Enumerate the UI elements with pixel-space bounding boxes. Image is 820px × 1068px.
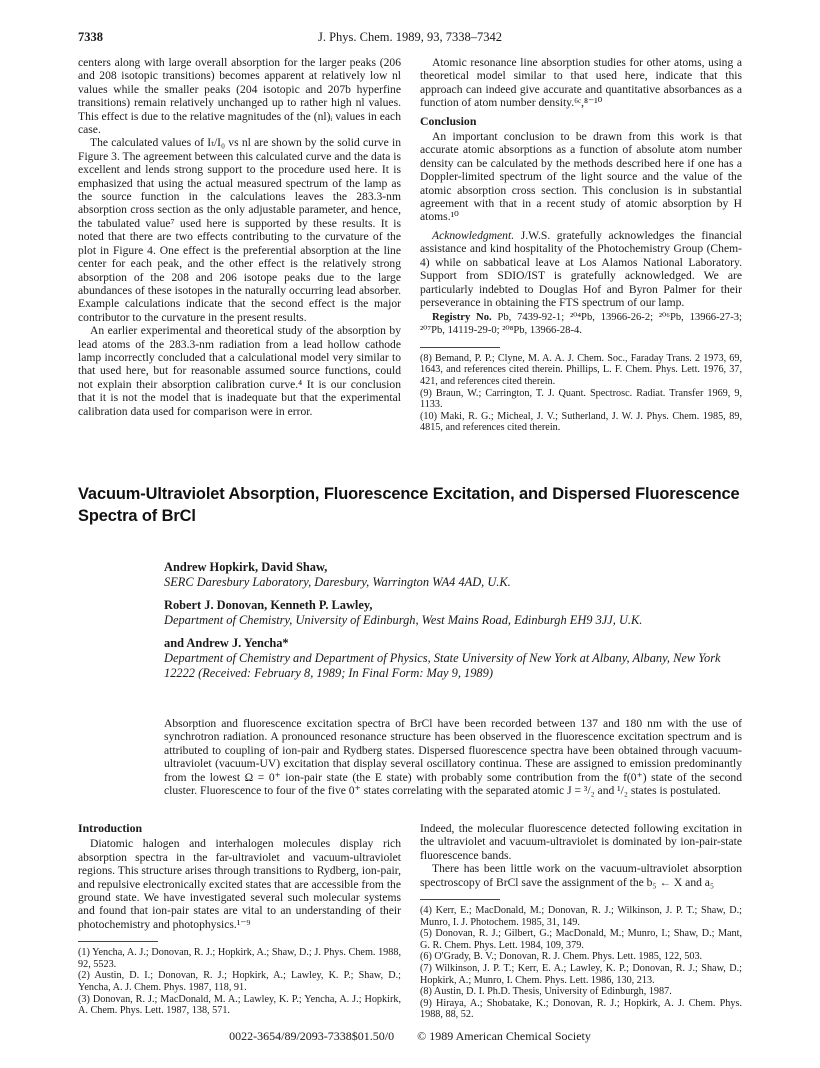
footnote-rule [420, 899, 500, 900]
footnote: (9) Hiraya, A.; Shobatake, K.; Donovan, R. J.; Hopkirk, A. J. Chem. Phys. 1988, 88, 52. [420, 997, 742, 1021]
abstract-text: Absorption and fluorescence excitation spectra of BrCl have been recorded between 137 and 180 nm with the use of synchrotron radiation. A pronounced resonance structure has been observed in the fluorescence excitation spectrum and is attributed to coupling of ion-pair and Rydberg states. Dispersed fluorescence spectra have been obtained through vacuum-ultraviolet (vacuum-UV) excitation that display several oscillatory continua. These are assigned to emission predominantly from the lowest Ω = 0⁺ ion-pair state (the E state) with probably some contribution from the f(0⁺) state of the second cluster. Fluorescence to four of the five 0⁺ states correlating with the separated atomic J = ³/₂ and ¹/₂ states is postulated. [164, 717, 742, 798]
body-paragraph: There has been little work on the vacuum-ultraviolet absorption spectroscopy of BrCl save the assignment of the b₅ ← X and a₅ [420, 862, 742, 889]
author-affiliation: Department of Chemistry, University of Edinburgh, West Mains Road, Edinburgh EH9 3JJ, U.K. [164, 613, 643, 627]
footnotes [420, 353, 742, 434]
page-number: 7338 [78, 30, 103, 44]
footnote: (6) O'Grady, B. V.; Donovan, R. J. Chem. Phys. Lett. 1985, 122, 503. [420, 951, 703, 963]
body-paragraph: Diatomic halogen and interhalogen molecules display rich absorption spectra in the far-ultraviolet and vacuum-ultraviolet regions. This structure arises through transitions to Rydberg, ion-pair, and repulsive electronically excited states that are accessible from the ground state. We have investigated several such molecular systems and found that ion-pair states are vital to an understanding of their photochemistry and photophysics.¹⁻⁹ [78, 837, 401, 931]
author-block [164, 559, 754, 688]
footnote: (5) Donovan, R. J.; Gilbert, G.; MacDonald, M.; Munro, I.; Shaw, D.; Mant, G. R. Chem. Phys. Lett. 1984, 109, 379. [420, 928, 742, 951]
introduction-heading: Introduction [78, 821, 143, 835]
footnote: (8) Bemand, P. P.; Clyne, M. A. A. J. Chem. Soc., Faraday Trans. 2 1973, 69, 1643, and references cited therein. Phillips, L. F. Chem. Phys. Lett. 1976, 37, 421, and references cited therein. [420, 352, 742, 387]
author-affiliation: SERC Daresbury Laboratory, Daresbury, Warrington WA4 4AD, U.K. [164, 575, 511, 589]
publication-code: 0022-3654/89/2093-7338$01.50/0 [229, 1029, 395, 1043]
footnote: (9) Braun, W.; Carrington, T. J. Quant. Spectrosc. Radiat. Transfer 1969, 9, 1133. [420, 387, 742, 411]
body-paragraph: An earlier experimental and theoretical study of the absorption by lead atoms of the 283.3-nm radiation from a lead hollow cathode lamp incorrectly concluded that a calculational model very similar to that used here, but for reasonable assumed source functions, could not explain their absorption calibration curve.⁴ It is our conclusion that it is not the model that is inadequate but that the experimental calibration data used for comparison were in error. [78, 324, 401, 418]
author-affiliation: Department of Chemistry and Department of Physics, State University of New York at Albany, Albany, New York 12222 (Received: February 8, 1989; In Final Form: May 9, 1989) [164, 651, 721, 680]
running-header [78, 30, 742, 46]
footnote: (1) Yencha, A. J.; Donovan, R. J.; Hopkirk, A.; Shaw, D.; J. Phys. Chem. 1988, 92, 5523. [78, 947, 401, 970]
footnote: (7) Wilkinson, J. P. T.; Kerr, E. A.; Lawley, K. P.; Donovan, R. J.; Shaw, D.; Hopkirk, A.; Munro, I. Chem. Phys. Lett. 1986, 130, 213. [420, 963, 742, 986]
footnotes [78, 947, 401, 1017]
conclusion-paragraph: An important conclusion to be drawn from this work is that accurate atomic absorptions as a function of absolute atom number density can be calculated by the methods described here if one has a Doppler-limited spectrum of the light source and the value of the atomic absorption cross section. This conclusion is in substantial agreement with that in a recent study of atomic absorption by H atoms.¹⁰ [420, 130, 742, 224]
footnote-rule [420, 347, 500, 348]
copyright-notice: © 1989 American Chemical Society [417, 1029, 591, 1043]
author-names: Robert J. Donovan, Kenneth P. Lawley, [164, 598, 373, 612]
body-paragraph: centers along with large overall absorption for the larger peaks (206 and 208 isotopic transitions) becomes apparent at relatively low nl values while the smaller peaks (204 isotopic and 207b hyperfine transitions) remain relatively unchanged up to rather high nl values. This effect is due to the relative magnitudes of the (nl)ᵢ values in each case. [78, 56, 401, 137]
article-left-column [78, 822, 401, 1017]
article-right-column [420, 822, 742, 1021]
prev-article-right-column [420, 56, 742, 434]
registry-text: Pb, 7439-92-1; ²⁰⁴Pb, 13966-26-2; ²⁰⁶Pb, 13966-27-3; ²⁰⁷Pb, 14119-29-0; ²⁰⁸Pb, 13966-28-4. [420, 312, 742, 336]
body-paragraph: The calculated values of Iₜ/I₀ vs nl are shown by the solid curve in Figure 3. The agreement between this calculated curve and the data is excellent and lends strong support to the procedure used here. It is emphasized that using the actual measured spectrum of the lamp as the source function in the calculations leaves the 283.3-nm absorption cross section as the only adjustable parameter, and hence, the tabulated value⁷ used here is supported by these results. It is noted that there are two effects contributing to the curvature of the plot in Figure 4. One effect is the preferential absorption at the line center for each peak, and the other effect is the relatively strong absorption of the 208 and 206 isotope peaks due to the large abundances of these isotopes in the naturally occurring lead absorber. Example calculations indicate that the second effect is the major contributor to the curvature in the present results. [78, 136, 401, 324]
author-names: and Andrew J. Yencha* [164, 636, 289, 650]
abstract [164, 717, 742, 797]
footnote: (3) Donovan, R. J.; MacDonald, M. A.; Lawley, K. P.; Yencha, A. J.; Hopkirk, A. Chem. Phys. Lett. 1987, 138, 571. [78, 993, 401, 1017]
footnote: (10) Maki, R. G.; Micheal, J. V.; Sutherland, J. W. J. Phys. Chem. 1985, 89, 4815, and references cited therein. [420, 410, 742, 434]
prev-article-left-column [78, 56, 401, 418]
footnote: (8) Austin, D. I. Ph.D. Thesis, University of Edinburgh, 1987. [420, 986, 672, 998]
journal-reference: J. Phys. Chem. 1989, 93, 7338–7342 [317, 30, 503, 44]
acknowledgment-text: J.W.S. gratefully acknowledges the financial assistance and kind hospitality of the Photochemistry Group (Chem-4) while on sabbatical leave at Los Alamos National Laboratory. Support from SDIO/IST is gratefully acknowledged. We are particularly indebted to Douglas Hof and Byron Palmer for their perseverance in obtaining the FTS spectrum of our lamp. [420, 228, 742, 309]
article-title: Vacuum-Ultraviolet Absorption, Fluorescence Excitation, and Dispersed Fluorescence Spectra of BrCl [78, 485, 740, 525]
body-paragraph: Indeed, the molecular fluorescence detected following excitation in the ultraviolet and vacuum-ultraviolet is dominated by ion-pair-state fluorescence bands. [420, 822, 742, 862]
conclusion-heading: Conclusion [420, 113, 477, 128]
footnotes [420, 905, 742, 1021]
author-names: Andrew Hopkirk, David Shaw, [164, 560, 328, 574]
footnote: (2) Austin, D. I.; Donovan, R. J.; Hopkirk, A.; Lawley, K. P.; Shaw, D.; Yencha, A. J. Chem. Phys. 1987, 118, 91. [78, 970, 401, 994]
footnote-rule [78, 941, 158, 942]
acknowledgment-lead: Acknowledgment. [432, 228, 515, 242]
acknowledgment [420, 229, 742, 309]
registry-numbers [420, 312, 742, 336]
registry-label: Registry No. [432, 312, 492, 324]
page-footer [0, 1029, 820, 1044]
body-paragraph: Atomic resonance line absorption studies for other atoms, using a theoretical model similar to that used here, indicate that this approach can indeed give accurate and quantitative absorbances as a function of atom number density.⁶ᶜ,⁸⁻¹⁰ [420, 56, 742, 110]
footnote: (4) Kerr, E.; MacDonald, M.; Donovan, R. J.; Wilkinson, J. P. T.; Shaw, D.; Munro, I. J. Photochem. 1985, 31, 149. [420, 905, 742, 928]
